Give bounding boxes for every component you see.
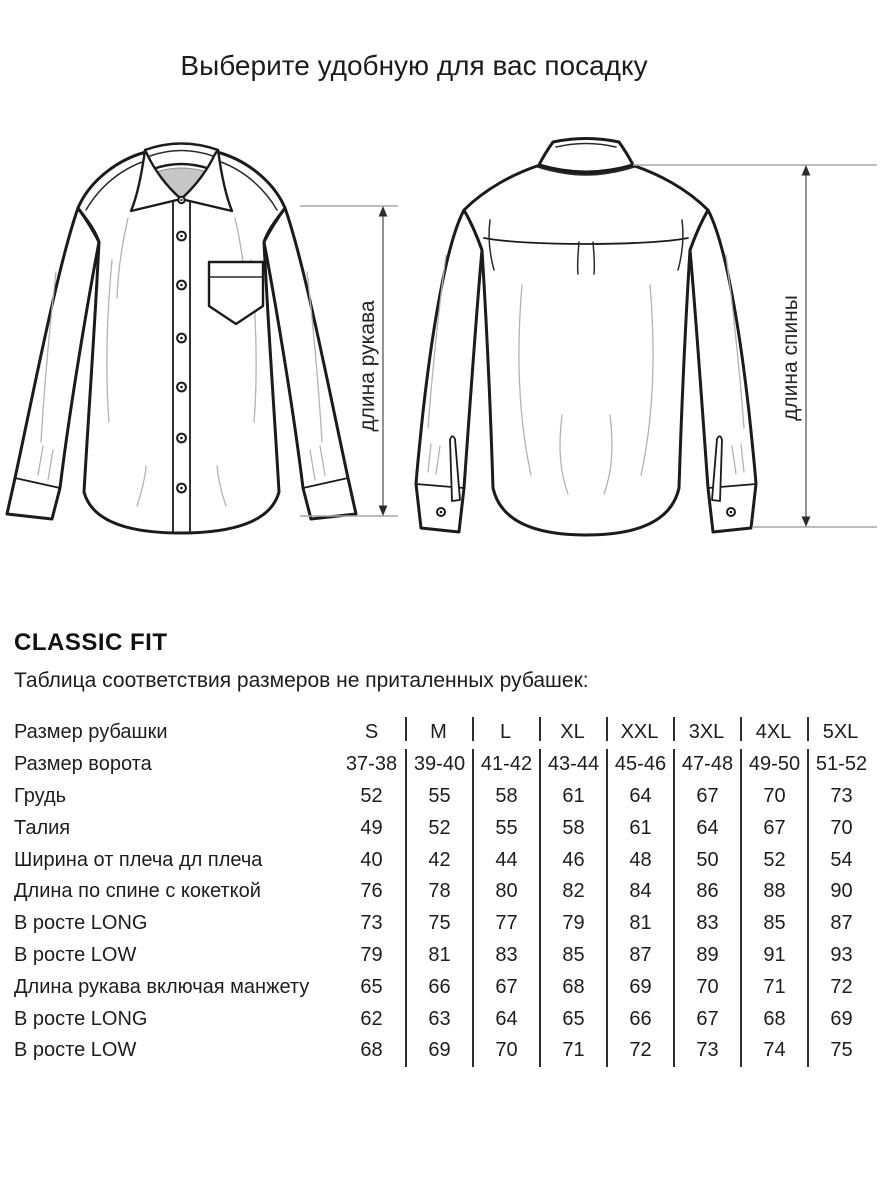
size-value-cell: 67 xyxy=(740,812,807,844)
shirt-diagram xyxy=(0,120,881,580)
table-row xyxy=(14,812,874,844)
row-label: В росте LOW xyxy=(14,1039,137,1062)
size-value-cell: 72 xyxy=(606,1035,673,1067)
row-label: Длина рукава включая манжету xyxy=(14,975,310,998)
sleeve-length-label: длина рукава xyxy=(356,300,379,432)
size-value-cell: 69 xyxy=(807,1003,874,1035)
size-value-cell: 68 xyxy=(740,1003,807,1035)
size-value-cell: 61 xyxy=(539,781,606,813)
size-value-cell: 73 xyxy=(360,912,383,935)
size-value-cell: 48 xyxy=(606,844,673,876)
size-value-cell: 64 xyxy=(606,781,673,813)
size-value-cell: 73 xyxy=(807,781,874,813)
size-value-cell: 54 xyxy=(807,844,874,876)
size-value-cell: 90 xyxy=(807,876,874,908)
size-header-cell: 3XL xyxy=(673,717,740,749)
size-value-cell: 69 xyxy=(606,971,673,1003)
size-value-cell: 65 xyxy=(360,975,383,998)
size-value-cell: 49-50 xyxy=(740,749,807,781)
size-value-cell: 55 xyxy=(472,812,539,844)
size-value-cell: 85 xyxy=(539,940,606,972)
size-value-cell: 43-44 xyxy=(539,749,606,781)
size-value-cell: 79 xyxy=(360,943,383,966)
size-value-cell: 64 xyxy=(673,812,740,844)
table-row xyxy=(14,940,874,972)
size-table xyxy=(14,717,874,1067)
table-caption: Таблица соответствия размеров не приталенных рубашек: xyxy=(14,669,589,692)
size-value-cell: 70 xyxy=(740,781,807,813)
size-value-cell: 79 xyxy=(539,908,606,940)
size-header-cell: L xyxy=(472,717,539,749)
size-value-cell: 67 xyxy=(673,1003,740,1035)
size-value-cell: 75 xyxy=(807,1035,874,1067)
back-length-label: длина спины xyxy=(779,295,802,421)
size-value-cell: 67 xyxy=(673,781,740,813)
size-value-cell: 85 xyxy=(740,908,807,940)
row-label: Талия xyxy=(14,816,71,839)
table-row xyxy=(14,717,874,749)
size-value-cell: 81 xyxy=(405,940,472,972)
size-table-body xyxy=(14,717,874,1067)
size-value-cell: 91 xyxy=(740,940,807,972)
size-value-cell: 66 xyxy=(606,1003,673,1035)
size-value-cell: 40 xyxy=(360,848,383,871)
size-header-cell: 4XL xyxy=(740,717,807,749)
table-row xyxy=(14,749,874,781)
size-value-cell: 44 xyxy=(472,844,539,876)
size-value-cell: 71 xyxy=(539,1035,606,1067)
row-label: Длина по спине с кокеткой xyxy=(14,880,261,903)
size-header-cell: S xyxy=(364,721,379,744)
table-row xyxy=(14,1035,874,1067)
size-value-cell: 52 xyxy=(740,844,807,876)
table-row xyxy=(14,844,874,876)
row-label: Размер ворота xyxy=(14,753,152,776)
size-value-cell: 46 xyxy=(539,844,606,876)
size-value-cell: 73 xyxy=(673,1035,740,1067)
size-value-cell: 37-38 xyxy=(345,753,398,776)
row-label: Размер рубашки xyxy=(14,721,168,744)
table-row xyxy=(14,1003,874,1035)
size-value-cell: 67 xyxy=(472,971,539,1003)
size-value-cell: 93 xyxy=(807,940,874,972)
size-value-cell: 87 xyxy=(807,908,874,940)
size-value-cell: 72 xyxy=(807,971,874,1003)
table-row xyxy=(14,876,874,908)
size-value-cell: 76 xyxy=(360,880,383,903)
row-label: Ширина от плеча дл плеча xyxy=(14,848,263,871)
size-value-cell: 58 xyxy=(539,812,606,844)
size-value-cell: 51-52 xyxy=(807,749,874,781)
size-value-cell: 83 xyxy=(472,940,539,972)
table-row xyxy=(14,908,874,940)
size-value-cell: 81 xyxy=(606,908,673,940)
size-value-cell: 62 xyxy=(360,1007,383,1030)
size-value-cell: 55 xyxy=(405,781,472,813)
size-value-cell: 75 xyxy=(405,908,472,940)
size-value-cell: 49 xyxy=(360,816,383,839)
size-value-cell: 58 xyxy=(472,781,539,813)
size-value-cell: 71 xyxy=(740,971,807,1003)
size-value-cell: 74 xyxy=(740,1035,807,1067)
size-value-cell: 47-48 xyxy=(673,749,740,781)
size-header-cell: M xyxy=(405,717,472,749)
page-title: Выберите удобную для вас посадку xyxy=(180,50,648,81)
row-label: В росте LONG xyxy=(14,1007,148,1030)
size-value-cell: 70 xyxy=(673,971,740,1003)
size-value-cell: 41-42 xyxy=(472,749,539,781)
size-value-cell: 89 xyxy=(673,940,740,972)
row-label: В росте LONG xyxy=(14,912,148,935)
front-shirt-illustration xyxy=(7,144,356,534)
fit-heading: CLASSIC FIT xyxy=(14,629,168,656)
size-value-cell: 68 xyxy=(539,971,606,1003)
table-row xyxy=(14,971,874,1003)
back-shirt-illustration xyxy=(416,139,756,536)
row-label: Грудь xyxy=(14,784,67,807)
size-value-cell: 84 xyxy=(606,876,673,908)
size-value-cell: 80 xyxy=(472,876,539,908)
size-value-cell: 52 xyxy=(360,784,383,807)
size-header-cell: XL xyxy=(539,717,606,749)
size-value-cell: 52 xyxy=(405,812,472,844)
size-value-cell: 86 xyxy=(673,876,740,908)
size-value-cell: 88 xyxy=(740,876,807,908)
size-value-cell: 78 xyxy=(405,876,472,908)
size-value-cell: 83 xyxy=(673,908,740,940)
table-row xyxy=(14,781,874,813)
size-value-cell: 87 xyxy=(606,940,673,972)
size-value-cell: 82 xyxy=(539,876,606,908)
size-value-cell: 42 xyxy=(405,844,472,876)
size-header-cell: XXL xyxy=(606,717,673,749)
size-value-cell: 66 xyxy=(405,971,472,1003)
size-value-cell: 45-46 xyxy=(606,749,673,781)
size-value-cell: 63 xyxy=(405,1003,472,1035)
size-value-cell: 69 xyxy=(405,1035,472,1067)
size-value-cell: 61 xyxy=(606,812,673,844)
size-value-cell: 39-40 xyxy=(405,749,472,781)
size-value-cell: 77 xyxy=(472,908,539,940)
size-value-cell: 68 xyxy=(360,1039,383,1062)
size-value-cell: 70 xyxy=(807,812,874,844)
size-value-cell: 50 xyxy=(673,844,740,876)
size-value-cell: 64 xyxy=(472,1003,539,1035)
row-label: В росте LOW xyxy=(14,943,137,966)
size-header-cell: 5XL xyxy=(807,717,874,749)
size-value-cell: 70 xyxy=(472,1035,539,1067)
size-value-cell: 65 xyxy=(539,1003,606,1035)
